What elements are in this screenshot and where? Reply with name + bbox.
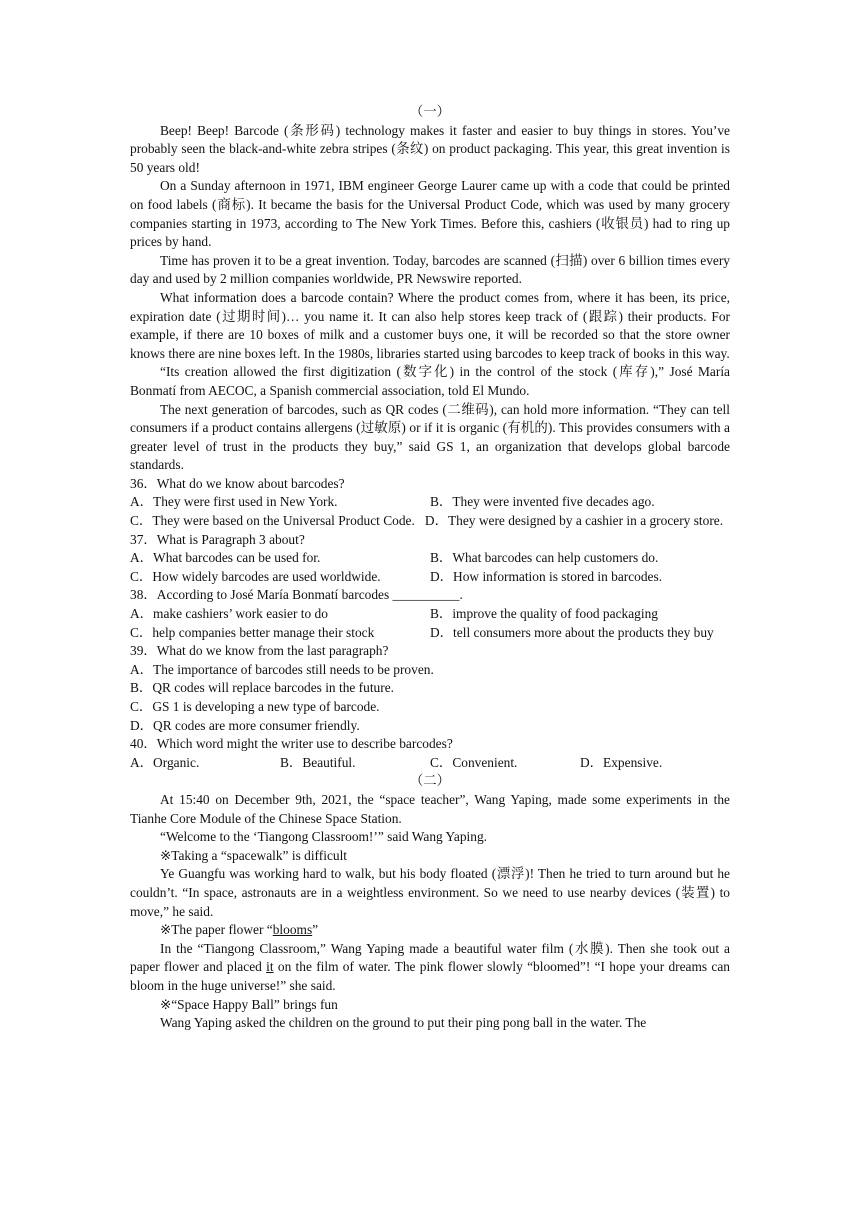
passage-2-heading-3: ※“Space Happy Ball” brings fun: [160, 996, 338, 1012]
option-d: D．They were designed by a cashier in a grocery store.: [424, 513, 724, 529]
paragraph-text-end: on the film of water. The pink flower slowly “bloomed”! “I hope your dreams can bloom in the huge universe!” she said.: [130, 959, 730, 993]
option-a: A．The importance of barcodes still needs to be proven.: [130, 661, 434, 677]
passage-1-paragraph-5: “Its creation allowed the first digitization (数字化) in the control of the stock (库存),” José María Bonmatí from AECOC, a Spanish commercial association, told El Mundo.: [130, 364, 730, 398]
option-a: A．What barcodes can be used for.: [130, 550, 321, 566]
option-b: B．QR codes will replace barcodes in the future.: [130, 680, 395, 696]
passage-2-heading-1: ※Taking a “spacewalk” is difficult: [160, 847, 348, 863]
option-a: A．make cashiers’ work easier to do: [130, 606, 328, 622]
passage-2-paragraph-2: “Welcome to the ‘Tiangong Classroom!’” said Wang Yaping.: [160, 829, 487, 845]
passage-1-paragraph-3: Time has proven it to be a great invention. Today, barcodes are scanned (扫描) over 6 billion times every day and used by 2 million companies worldwide, PR Newswire reported.: [130, 252, 730, 287]
passage-1-paragraph-4: What information does a barcode contain? Where the product comes from, where it has been, its price, expiration date (过期时间)… you name it. It can also help stores keep track of (跟踪) their products. For example, if there are 10 boxes of milk and a customer buys one, it will be recorded so that the store owner knows there are nine boxes left. In the 1980s, libraries started using barcodes to keep track of books in this way.: [130, 289, 730, 361]
question-37: [130, 531, 730, 587]
question-stem: 39．What do we know from the last paragraph?: [130, 643, 389, 659]
passage-2-paragraph-5: Wang Yaping asked the children on the ground to put their ping pong ball in the water. The: [160, 1015, 647, 1031]
section-1-title: （一）: [409, 104, 451, 119]
question-stem: 37．What is Paragraph 3 about?: [130, 531, 305, 547]
option-c-d: [130, 512, 730, 531]
option-d: D．How information is stored in barcodes.: [430, 568, 663, 584]
question-38: [130, 586, 730, 642]
option-d: D．tell consumers more about the products they buy: [430, 624, 714, 640]
question-stem: 38．According to José María Bonmatí barcodes __________.: [130, 587, 463, 603]
option-a: A．They were first used in New York.: [130, 494, 338, 510]
option-c: C．GS 1 is developing a new type of barcode.: [130, 699, 380, 714]
passage-2-paragraph-3: Ye Guangfu was working hard to walk, but his body floated (漂浮)! Then he tried to turn around but he couldn’t. “In space, astronauts are in a weightless environment. So we need to use nearby devices (装置) to move,” he said.: [130, 866, 730, 919]
option-d: D．QR codes are more consumer friendly.: [130, 717, 360, 733]
section-2-title: （二）: [409, 773, 451, 789]
passage-2-paragraph-4: [130, 940, 730, 996]
option-b: B．improve the quality of food packaging: [430, 606, 658, 622]
option-c: C．Convenient.: [430, 754, 518, 770]
underlined-word-it: it: [266, 959, 274, 975]
passage-2-heading-2: [130, 921, 730, 940]
option-c: C．How widely barcodes are used worldwide.: [130, 568, 381, 584]
option-c: C．help companies better manage their stock: [130, 624, 375, 640]
passage-1-paragraph-6: The next generation of barcodes, such as QR codes (二维码), can hold more information. “They can tell consumers if a product contains allergens (过敏原) or if it is organic (有机的). This provides consumers with a greater level of trust in the products they buy,” said GS 1, an organization that develops global barcode standards.: [130, 401, 730, 473]
heading-text: ※The paper flower “: [160, 922, 273, 938]
option-a: A．Organic.: [130, 754, 200, 770]
underlined-word-blooms: blooms: [272, 922, 313, 938]
option-b: B．They were invented five decades ago.: [430, 494, 655, 510]
question-36: [130, 475, 730, 531]
option-b: B．Beautiful.: [280, 754, 356, 770]
paragraph-text: In the “Tiangong Classroom,” Wang Yaping made a beautiful water film (水膜). Then she took out a paper flower and placed: [130, 940, 730, 975]
passage-1-paragraph-2: On a Sunday afternoon in 1971, IBM engineer George Laurer came up with a code that could be printed on food labels (商标). It became the basis for the Universal Product Code, which was used by many grocery companies starting in 1973, according to The New York Times. Before this, cashiers (收银员) had to ring up prices by hand.: [130, 178, 730, 250]
passage-1-paragraph-1: Beep! Beep! Barcode (条形码) technology makes it faster and easier to buy things in stores. You’ve probably seen the black-and-white zebra stripes (条纹) on product packaging. This year, this great invention is 50 years old!: [130, 122, 730, 175]
option-b: B．What barcodes can help customers do.: [430, 550, 659, 566]
option-d: D．Expensive.: [580, 754, 663, 770]
question-stem: 40．Which word might the writer use to describe barcodes?: [130, 736, 453, 752]
option-c: C．They were based on the Universal Product Code.: [130, 513, 415, 529]
question-40: [130, 735, 730, 772]
question-39: [130, 642, 730, 735]
passage-2-paragraph-1: At 15:40 on December 9th, 2021, the “space teacher”, Wang Yaping, made some experiments in the Tianhe Core Module of the Chinese Space Station.: [130, 791, 730, 826]
exam-page: [130, 103, 730, 1033]
question-stem: 36．What do we know about barcodes?: [130, 475, 345, 491]
heading-text-end: ”: [312, 922, 319, 938]
